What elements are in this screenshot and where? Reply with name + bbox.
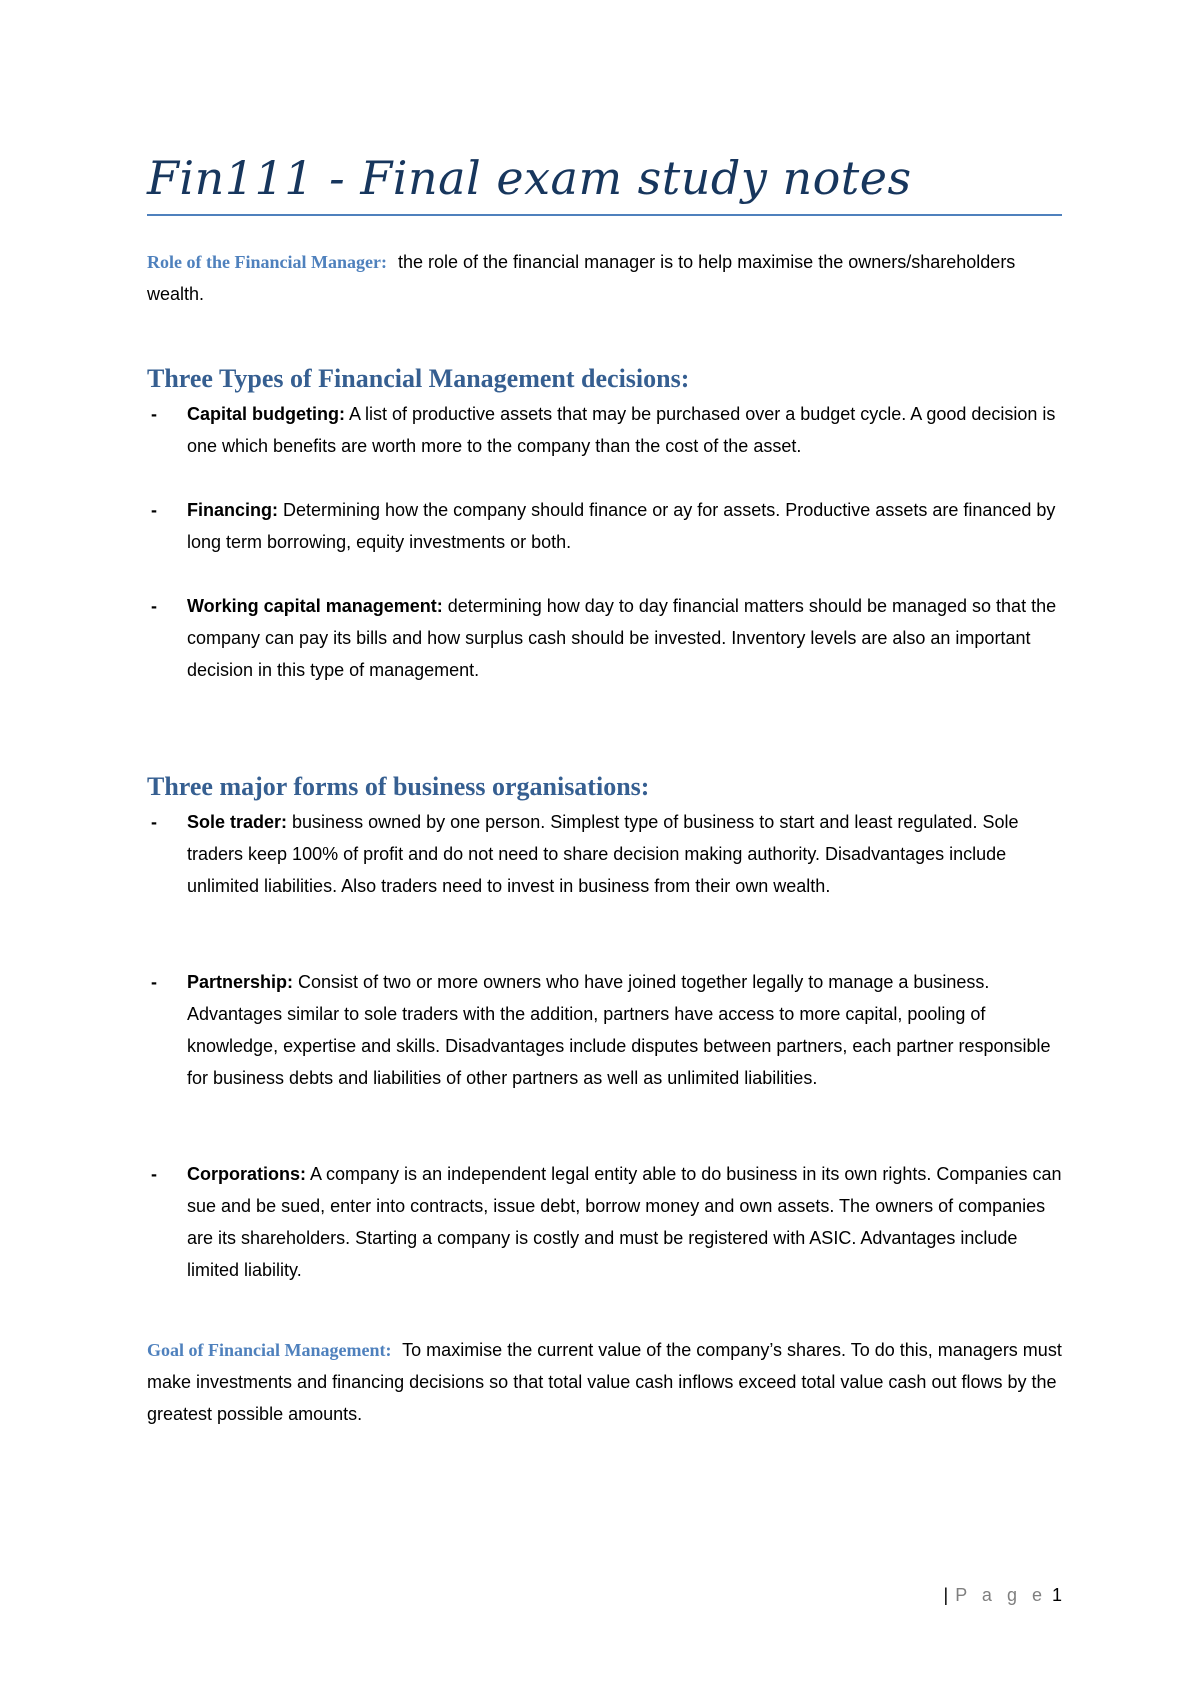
- list-item-text: business owned by one person. Simplest type of business to start and least regulated. Sole traders keep 100% of profit and do not need to share decision making authority. Disadvantages include unlimited liabilities. Also traders need to invest in business from their own wealth.: [187, 812, 1019, 896]
- list-item-term: Working capital management:: [187, 596, 443, 616]
- role-paragraph: [147, 246, 1062, 310]
- goal-paragraph: [147, 1334, 1062, 1430]
- list-item: [147, 590, 1062, 686]
- list-item-text: A company is an independent legal entity able to do business in its own rights. Companies can sue and be sued, enter into contracts, issue debt, borrow money and own assets. The owners of companies are its shareholders. Starting a company is costly and must be registered with ASIC. Advantages include limited liability.: [187, 1164, 1062, 1280]
- bullet-dash: -: [151, 500, 157, 520]
- bullet-dash: -: [151, 972, 157, 992]
- list-item-body: [187, 494, 1062, 558]
- role-text: the role of the financial manager is to help maximise the owners/shareholders wealth.: [147, 252, 1016, 304]
- document-title: Fin111 - Final exam study notes: [147, 151, 912, 205]
- list-item: [147, 966, 1062, 1094]
- list-item-body: [187, 590, 1062, 686]
- list-item-body: [187, 398, 1062, 462]
- goal-label: Goal of Financial Management:: [147, 1340, 392, 1360]
- bullet-dash: -: [151, 812, 157, 832]
- bullet-dash: -: [151, 1164, 157, 1184]
- list-item-term: Capital budgeting:: [187, 404, 345, 424]
- list-item: [147, 806, 1062, 902]
- list-item-body: [187, 806, 1062, 902]
- section-heading-organisations: Three major forms of business organisations:: [147, 772, 650, 801]
- list-item-body: [187, 1158, 1062, 1286]
- title-underline: [147, 214, 1062, 216]
- footer-page-label: P a g e: [955, 1585, 1047, 1605]
- bullet-dash: -: [151, 404, 157, 424]
- footer-separator: |: [943, 1585, 949, 1605]
- list-item: [147, 1158, 1062, 1286]
- page-footer: [940, 1582, 1062, 1608]
- footer-page-number: 1: [1051, 1585, 1062, 1605]
- section-heading-decisions: Three Types of Financial Management decisions:: [147, 364, 690, 393]
- list-item-text: Determining how the company should finance or ay for assets. Productive assets are financed by long term borrowing, equity investments or both.: [187, 500, 1056, 552]
- list-item-text: Consist of two or more owners who have joined together legally to manage a business. Advantages similar to sole traders with the addition, partners have access to more capital, pooling of knowledge, expertise and skills. Disadvantages include disputes between partners, each partner responsible for business debts and liabilities of other partners as well as unlimited liabilities.: [187, 972, 1051, 1088]
- list-item-text: A list of productive assets that may be purchased over a budget cycle. A good decision is one which benefits are worth more to the company than the cost of the asset.: [187, 404, 1056, 456]
- bullet-dash: -: [151, 596, 157, 616]
- list-item-term: Corporations:: [187, 1164, 306, 1184]
- list-item: [147, 494, 1062, 558]
- list-item-term: Partnership:: [187, 972, 294, 992]
- list-item-term: Sole trader:: [187, 812, 288, 832]
- role-label: Role of the Financial Manager:: [147, 252, 387, 272]
- list-item: [147, 398, 1062, 462]
- list-item-term: Financing:: [187, 500, 278, 520]
- goal-text: To maximise the current value of the company’s shares. To do this, managers must make investments and financing decisions so that total value cash inflows exceed total value cash out flows by the greatest possible amounts.: [147, 1340, 1062, 1424]
- list-item-text: determining how day to day financial matters should be managed so that the company can pay its bills and how surplus cash should be invested. Inventory levels are also an important decision in this type of management.: [187, 596, 1057, 680]
- list-item-body: [187, 966, 1062, 1094]
